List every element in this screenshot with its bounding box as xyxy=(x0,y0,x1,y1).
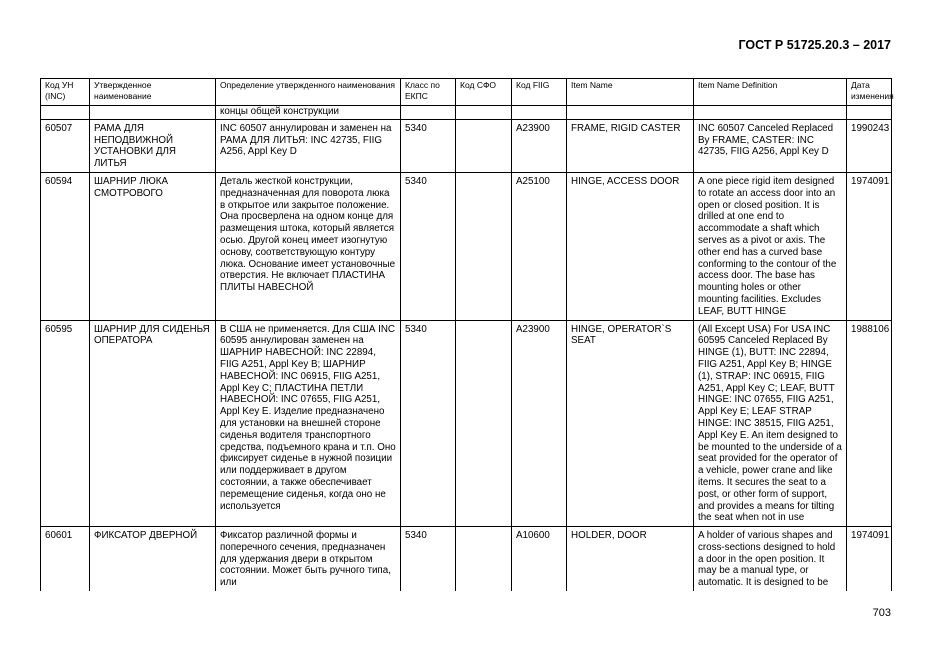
cell-item-name-definition: A one piece rigid item designed to rotate an access door into an open or closed position. It is drilled at one end to accommodate a shaft which serves as a pivot or axis. The other end has a curved base conforming to the contour of the access door. The base has mounting holes or other mounting facilities. Excludes LEAF, BUTT HINGE xyxy=(694,172,847,320)
column-header-inc: Код УН (INC) xyxy=(41,79,90,106)
cell-fiig-code: A25100 xyxy=(512,172,567,320)
column-header-item-name-definition: Item Name Definition xyxy=(694,79,847,106)
cell-sfo-code xyxy=(456,527,512,591)
cell-item-name-definition: (All Except USA) For USA INC 60595 Canceled Replaced By HINGE (1), BUTT: INC 22894, FIIG A251, Appl Key B; HINGE (1), STRAP: INC 06915, FIIG A251, Appl Key C; LEAF, BUTT HINGE: INC 07655, FIIG A251, Appl Key E; LEAF STRAP HINGE: INC 38515, FIIG A251, Appl Key E. An item designed to be mounted to the underside of a seat provided for the operator of a vehicle, power crane and like items. It secures the seat to a post, or other form of support, and provides a means for tilting the seat when not in use xyxy=(694,320,847,527)
classification-table xyxy=(40,78,892,591)
table-row xyxy=(41,172,892,320)
cell-definition: Деталь жесткой конструкции, предназначенная для поворота люка в открытое или закрытое положение. Она просверлена на одном конце для размещения штока, который является осью. Другой конец имеет изогнутую основу, соответствующую контуру люка. Основание имеет установочные отверстия. Не включает ПЛАСТИНА ПЛИТЫ НАВЕСНОЙ xyxy=(216,172,401,320)
column-header-ekps-class: Класс по ЕКПС xyxy=(401,79,456,106)
cell-definition: INC 60507 аннулирован и заменен на РАМА ДЛЯ ЛИТЬЯ: INC 42735, FIIG A256, Appl Key D xyxy=(216,119,401,172)
table-row xyxy=(41,119,892,172)
cell-sfo-code xyxy=(456,119,512,172)
cell-approved-name: ШАРНИР ДЛЯ СИДЕНЬЯ ОПЕРАТОРА xyxy=(90,320,216,527)
cell-item-name: HOLDER, DOOR xyxy=(567,527,694,591)
cell-definition: В США не применяется. Для США INC 60595 аннулирован заменен на ШАРНИР НАВЕСНОЙ: INC 22894, FIIG A251, Appl Key B; ШАРНИР НАВЕСНОЙ: INC 06915, FIIG A251, Appl Key C; ПЛАСТИНА ПЕТЛИ НАВЕСНОЙ: INC 07655, FIIG A251, Appl Key E. Изделие предназначено для установки на внешней стороне сиденья водителя транспортного средства, подъемного крана и т.п. Оно фиксирует сиденье в нужной позиции или поддерживает в другом состоянии, а также обеспечивает перемещение сиденья, когда оно не используется xyxy=(216,320,401,527)
cell-approved-name: РАМА ДЛЯ НЕПОДВИЖНОЙ УСТАНОВКИ ДЛЯ ЛИТЬЯ xyxy=(90,119,216,172)
cell-sfo-code xyxy=(456,172,512,320)
cell-change-date: 1974091 xyxy=(847,172,892,320)
cell-inc: 60594 xyxy=(41,172,90,320)
cell-fiig-code: A23900 xyxy=(512,320,567,527)
table-header-row xyxy=(41,79,892,106)
cell-sfo-code xyxy=(456,320,512,527)
column-header-item-name: Item Name xyxy=(567,79,694,106)
table-row xyxy=(41,527,892,591)
cell-approved-name: ФИКСАТОР ДВЕРНОЙ xyxy=(90,527,216,591)
page-header-title: ГОСТ Р 51725.20.3 – 2017 xyxy=(738,38,891,52)
cell-ekps-class: 5340 xyxy=(401,119,456,172)
column-header-change-date: Дата изменения xyxy=(847,79,892,106)
cell-inc: 60507 xyxy=(41,119,90,172)
cell-change-date: 1988106 xyxy=(847,320,892,527)
cell-ekps-class: 5340 xyxy=(401,172,456,320)
cell-item-name: FRAME, RIGID CASTER xyxy=(567,119,694,172)
column-header-definition: Определение утвержденного наименования xyxy=(216,79,401,106)
column-header-fiig-code: Код FIIG xyxy=(512,79,567,106)
column-header-approved-name: Утвержденное наименование xyxy=(90,79,216,106)
cell-ekps-class: 5340 xyxy=(401,320,456,527)
table-row xyxy=(41,320,892,527)
cell-change-date: 1990243 xyxy=(847,119,892,172)
cell-inc: 60601 xyxy=(41,527,90,591)
cell-item-name-definition: INC 60507 Canceled Replaced By FRAME, CASTER: INC 42735, FIIG A256, Appl Key D xyxy=(694,119,847,172)
cell-inc: 60595 xyxy=(41,320,90,527)
column-header-sfo-code: Код СФО xyxy=(456,79,512,106)
cell-approved-name: ШАРНИР ЛЮКА СМОТРОВОГО xyxy=(90,172,216,320)
continuation-text: концы общей конструкции xyxy=(216,106,401,120)
cell-fiig-code: A10600 xyxy=(512,527,567,591)
cell-item-name: HINGE, ACCESS DOOR xyxy=(567,172,694,320)
cell-fiig-code: A23900 xyxy=(512,119,567,172)
cell-item-name: HINGE, OPERATOR`S SEAT xyxy=(567,320,694,527)
continuation-row xyxy=(41,106,892,120)
cell-change-date: 1974091 xyxy=(847,527,892,591)
cell-definition: Фиксатор различной формы и поперечного сечения, предназначен для удержания двери в открытом состоянии. Может быть ручного типа, или xyxy=(216,527,401,591)
page-number: 703 xyxy=(872,607,891,619)
cell-item-name-definition: A holder of various shapes and cross-sections designed to hold a door in the open position. It may be a manual type, or automatic. It is designed to be xyxy=(694,527,847,591)
cell-ekps-class: 5340 xyxy=(401,527,456,591)
